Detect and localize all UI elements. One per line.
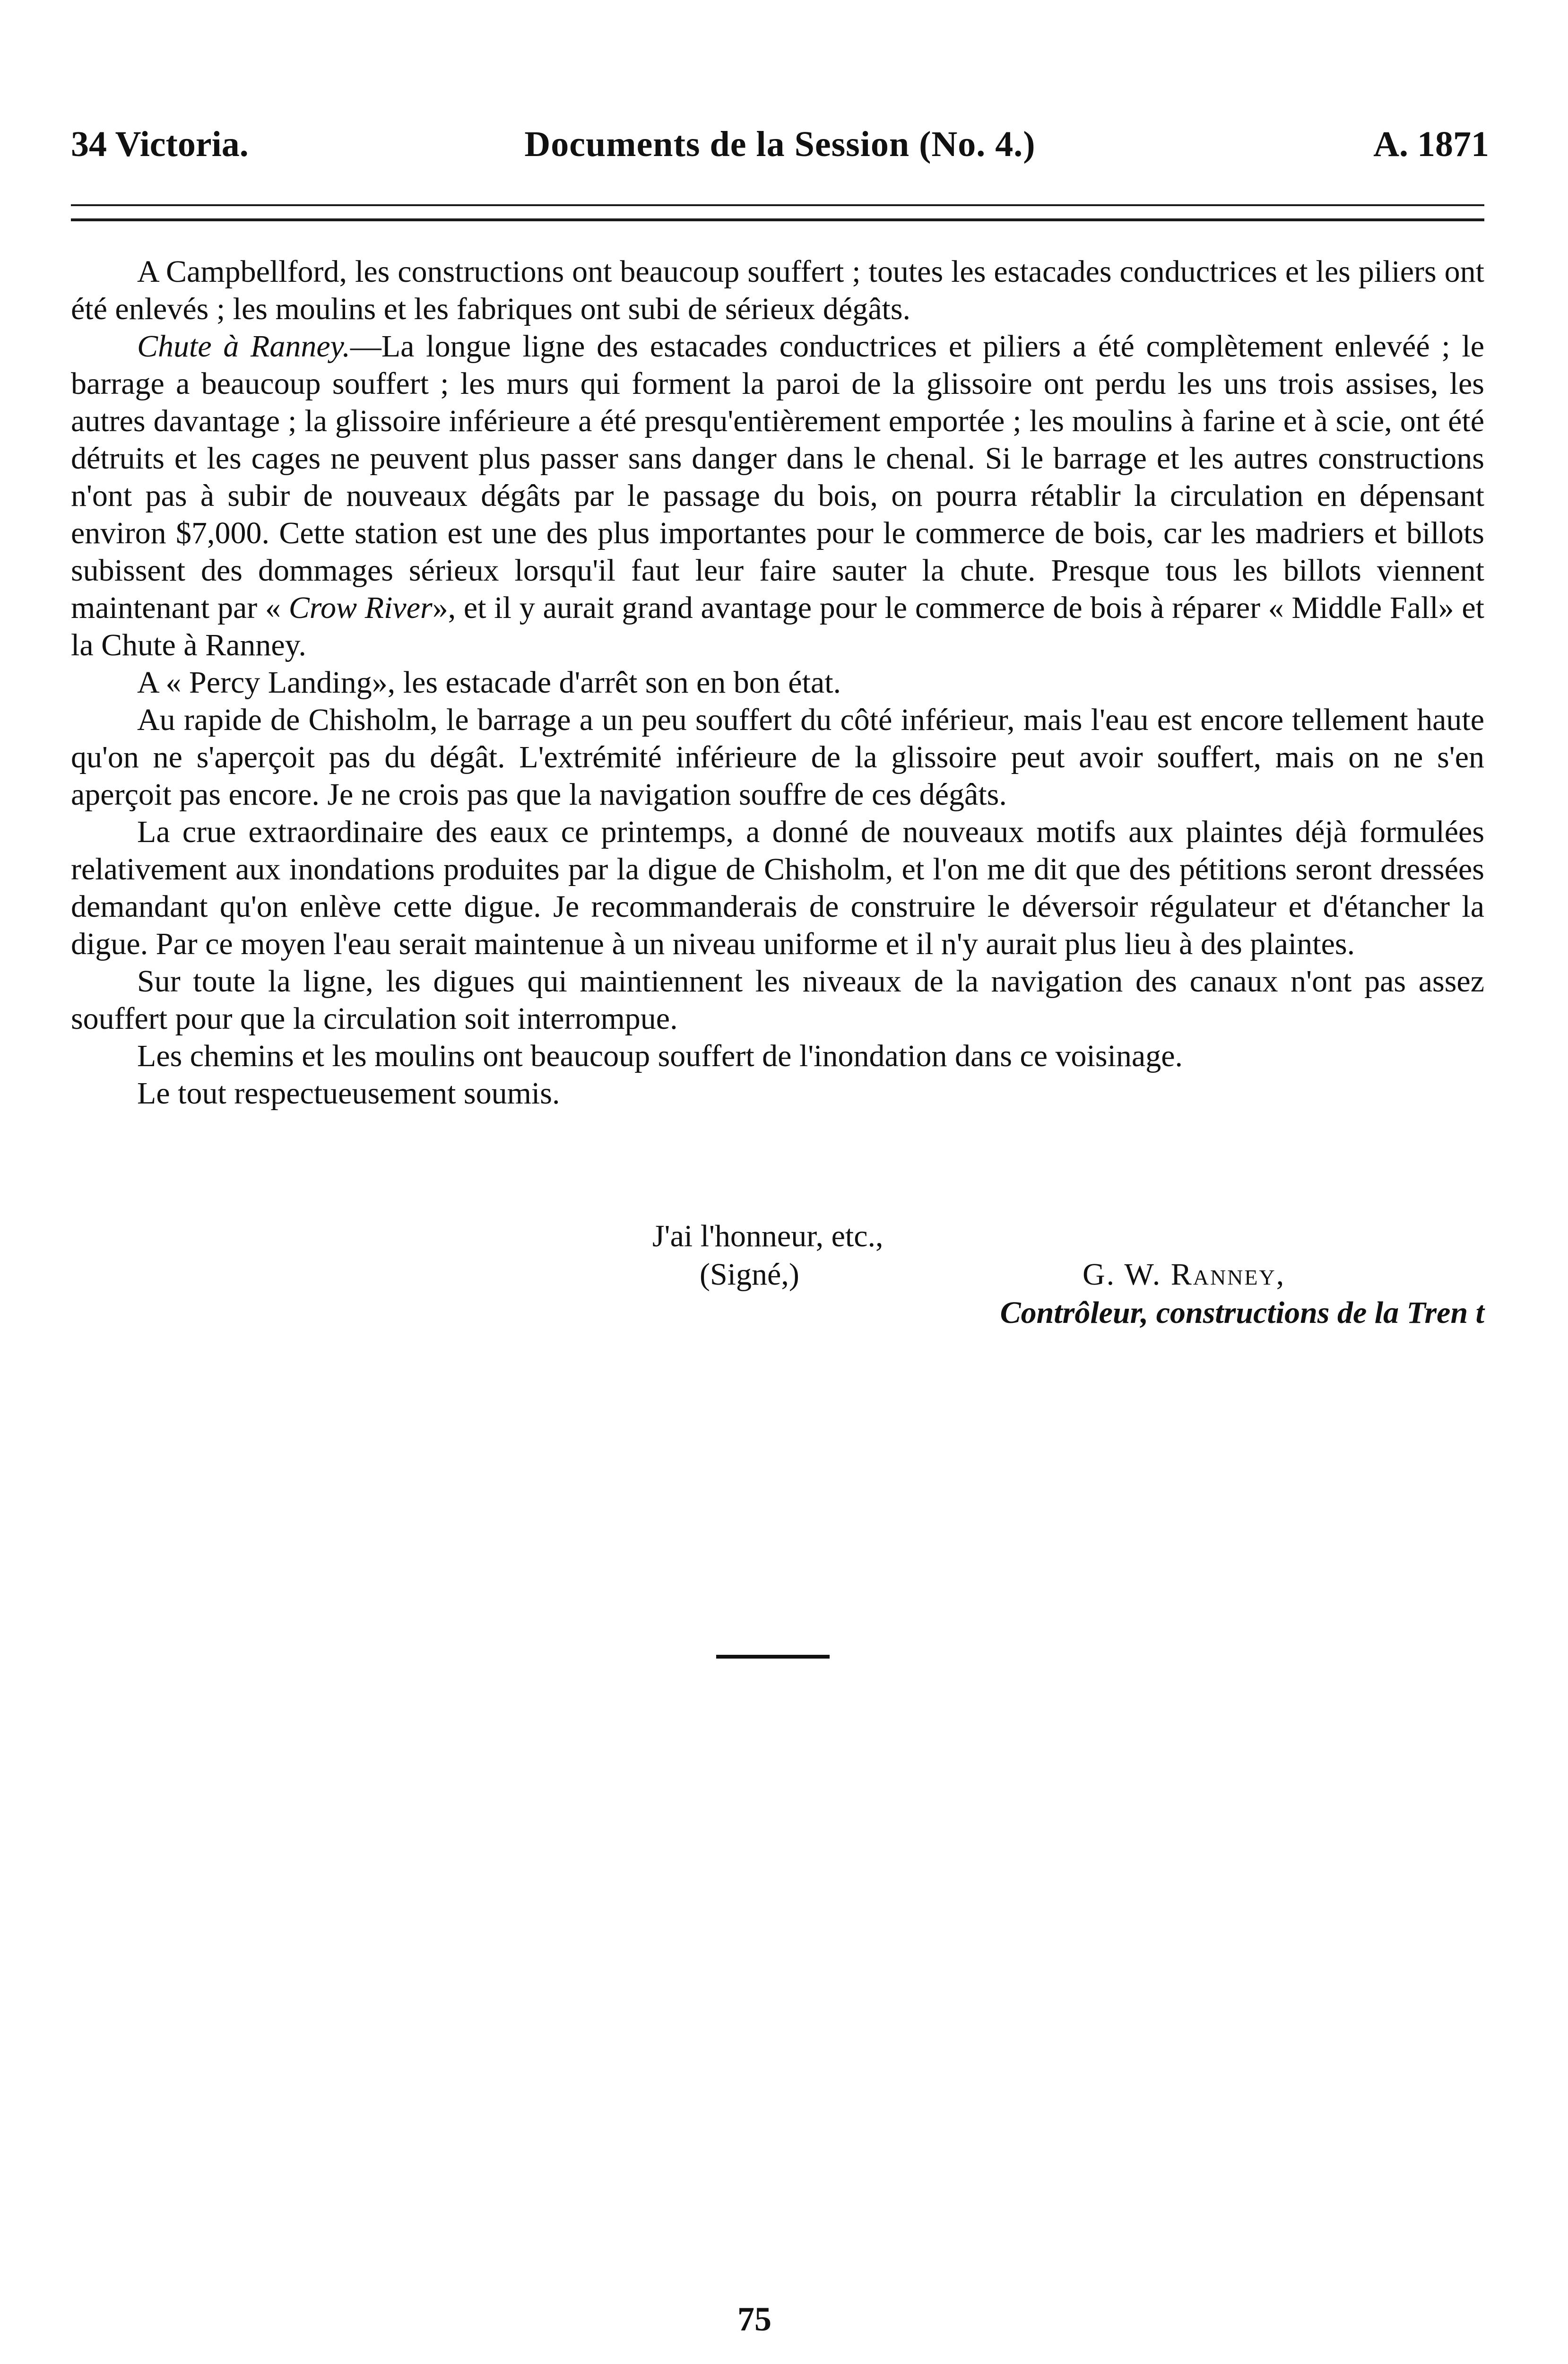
paragraph-digues <box>71 963 1484 1037</box>
signature-closing: J'ai l'honneur, etc., <box>652 1219 884 1253</box>
paragraph-chute-ranney <box>71 328 1484 664</box>
paragraph-text: Les chemins et les moulins ont beaucoup souffert de l'inondation dans ce voisinage. <box>137 1039 1183 1073</box>
paragraph-text: Le tout respectueusement soumis. <box>137 1076 560 1111</box>
header-rule-top <box>71 204 1484 206</box>
paragraph-lead: Chute à Ranney. <box>137 329 350 364</box>
page-number: 75 <box>737 2300 771 2338</box>
paragraph-text: Au rapide de Chisholm, le barrage a un peu souffert du côté inférieur, mais l'eau est encore tellement haute qu'on ne s'aperçoit pas du dégât. L'extrémité inférieure de la glissoire peut avoir souffert, mais on ne s'en aperçoit pas encore. Je ne crois pas que la navigation souffre de ces dégâts. <box>71 703 1484 812</box>
body-text <box>71 253 1484 1112</box>
running-header <box>71 118 1489 170</box>
paragraph-soumis <box>71 1075 1484 1112</box>
signature-signed: (Signé,) <box>700 1257 799 1292</box>
signature-name: G. W. Ranney, <box>1083 1257 1286 1292</box>
place-name-crow-river: Crow River <box>288 591 433 625</box>
header-rule-bottom <box>71 218 1484 221</box>
paragraph-text: —La longue ligne des estacades conductrices et piliers a été complètement enlevéé ; le barrage a beaucoup souffert ; les murs qui forment la paroi de la glissoire ont perdu les uns trois assises, les autres davantage ; la glissoire inférieure a été presqu'entièrement emportée ; les moulins à farine et à scie, ont été détruits et les cages ne peuvent plus passer sans danger dans le chenal. Si le barrage et les autres constructions n'ont pas à subir de nouveaux dégâts par le passage du bois, on pourra rétablir la circulation en dépensant environ $7,000. Cette station est une des plus importantes pour le commerce de bois, car les madriers et billots subissent des dommages sérieux lorsqu'il faut leur faire sauter la chute. Presque tous les billots viennent maintenant par « <box>71 329 1484 625</box>
header-volume: 34 Victoria. <box>71 124 249 164</box>
paragraph-text: A Campbellford, les constructions ont beaucoup souffert ; toutes les estacades conductrices et les piliers ont été enlevés ; les moulins et les fabriques ont subi de sérieux dégâts. <box>71 254 1484 326</box>
paragraph-text-tail: », et il y aurait grand avantage pour le commerce de bois à réparer « Middle Fall» et la Chute à Ranney. <box>71 591 1484 662</box>
paragraph-text: A « Percy Landing», les estacade d'arrêt son en bon état. <box>137 665 841 700</box>
signature-title: Contrôleur, constructions de la Tren t <box>1000 1295 1484 1330</box>
paragraph-text: La crue extraordinaire des eaux ce printemps, a donné de nouveaux motifs aux plaintes déjà formulées relativement aux inondations produites par la digue de Chisholm, et l'on me dit que des pétitions seront dressées demandant qu'on enlève cette digue. Je recommanderais de construire le déversoir régulateur et d'étancher la digue. Par ce moyen l'eau serait maintenue à un niveau uniforme et il n'y aurait plus lieu à des plaintes. <box>71 815 1484 961</box>
paragraph-campbellford <box>71 253 1484 328</box>
section-end-rule <box>716 1655 830 1659</box>
header-title: Documents de la Session (No. 4.) <box>524 124 1036 164</box>
header-year: A. 1871 <box>1373 124 1489 164</box>
paragraph-chemins <box>71 1037 1484 1075</box>
paragraph-crue <box>71 813 1484 963</box>
paragraph-chisholm <box>71 701 1484 813</box>
paragraph-text: Sur toute la ligne, les digues qui maintiennent les niveaux de la navigation des canaux n'ont pas assez souffert pour que la circulation soit interrompue. <box>71 964 1484 1036</box>
paragraph-percy-landing <box>71 664 1484 701</box>
